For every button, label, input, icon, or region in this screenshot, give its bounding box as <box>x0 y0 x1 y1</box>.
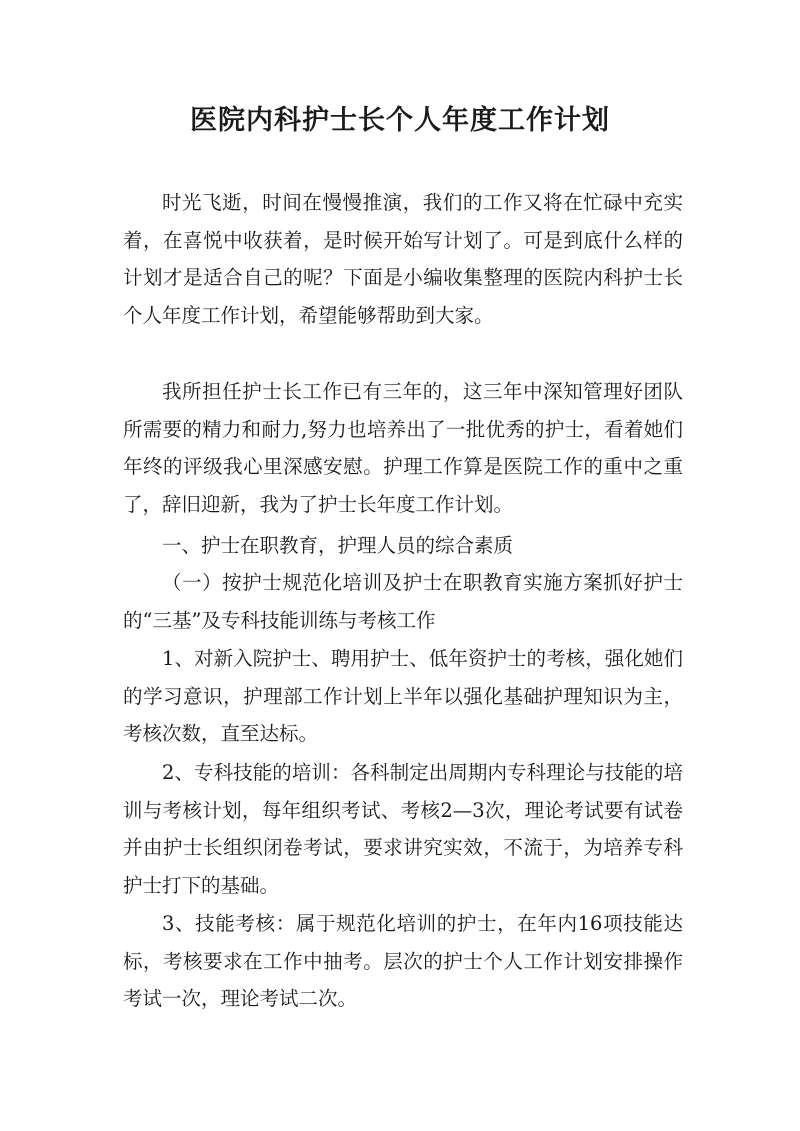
section-heading: 一、护士在职教育，护理人员的综合素质 <box>162 534 514 557</box>
intro-paragraph: 时光飞逝，时间在慢慢推演，我们的工作又将在忙碌中充实着，在喜悦中收获着，是时候开始写计划了。可是到底什么样的计划才是适合自己的呢？下面是小编收集整理的医院内科护士长个人年度工作计划，希望能够帮助到大家。 <box>123 191 683 327</box>
list-item: 2、专科技能的培训：各科制定出周期内专科理论与技能的培训与考核计划，每年组织考试、考核2—3次，理论考试要有试卷并由护士长组织闭卷考试，要求讲究实效，不流于，为培养专科护士打下的基础。 <box>123 761 683 897</box>
subsection-heading: （一）按护士规范化培训及护士在职教育实施方案抓好护士的“三基”及专科技能训练与考核工作 <box>123 571 683 632</box>
list-item: 1、对新入院护士、聘用护士、低年资护士的考核，强化她们的学习意识，护理部工作计划上半年以强化基础护理知识为主，考核次数，直至达标。 <box>123 647 683 745</box>
background-paragraph: 我所担任护士长工作已有三年的，这三年中深知管理好团队所需要的精力和耐力,努力也培养出了一批优秀的护士，看着她们年终的评级我心里深感安慰。护理工作算是医院工作的重中之重了，辞旧迎新，我为了护士长年度工作计划。 <box>123 380 683 516</box>
document-title: 医院内科护士长个人年度工作计划 <box>190 105 610 136</box>
list-item: 3、技能考核：属于规范化培训的护士，在年内16项技能达标，考核要求在工作中抽考。层次的护士个人工作计划安排操作考试一次，理论考试二次。 <box>123 912 683 1010</box>
